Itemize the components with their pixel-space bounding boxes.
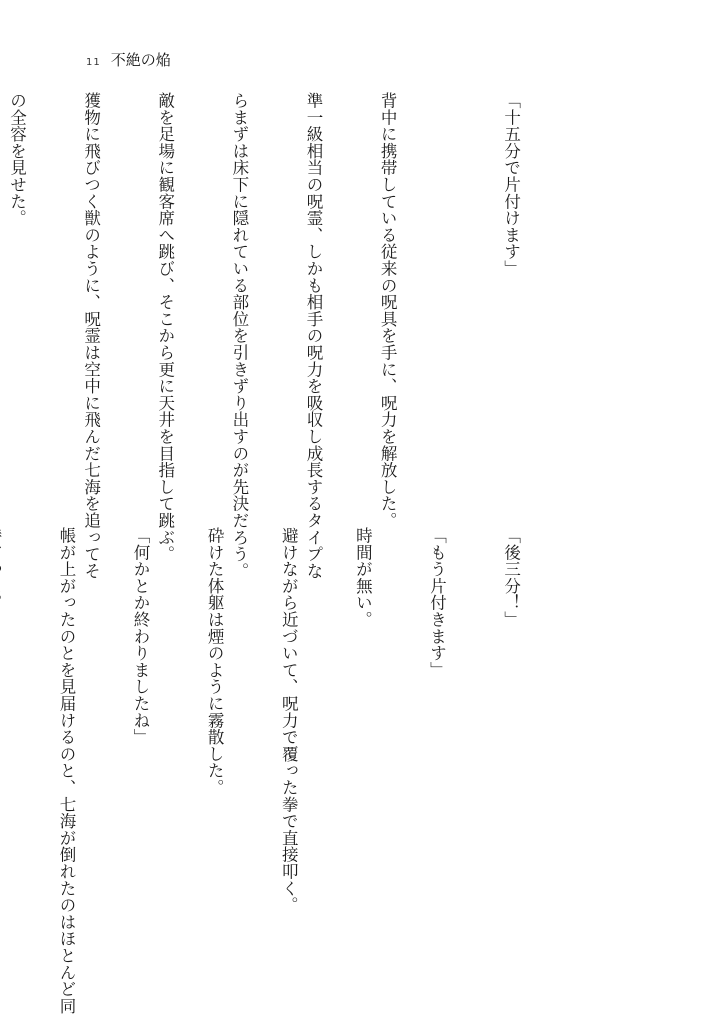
page-header [86, 49, 171, 70]
text-line: 時間が無い。 [353, 527, 373, 628]
text-line: 準一級相当の呪霊、しかも相手の呪力を吸収し成長するタイプな [303, 92, 323, 580]
text-line: 獲物に飛びつく獣のように、呪霊は空中に飛んだ七海を追ってそ [81, 92, 101, 580]
text-line: 「後三分！」 [501, 527, 521, 628]
page-number: 11 [86, 57, 101, 68]
text-line: 避けながら近づいて、呪力で覆った拳で直接叩く。 [279, 527, 299, 914]
text-line: 帳が上がったのとを見届けるのと、七海が倒れたのはほとんど同 [56, 527, 76, 1015]
text-line: 「十五分で片付けます」 [501, 92, 521, 277]
text-line: 背中に携帯している従来の呪具を手に、呪力を解放した。 [378, 92, 398, 529]
text-line: の全容を見せた。 [7, 92, 27, 227]
text-line: 敵を足場に観客席へ跳び、そこから更に天井を目指して跳ぶ。 [155, 92, 175, 563]
body-text-bottom [0, 527, 572, 1015]
text-line: 「もう片付きます」 [427, 527, 447, 679]
text-line: らまずは床下に隠れている部位を引きずり出すのが先決だろう。 [229, 92, 249, 580]
running-title: 不絶の焔 [110, 51, 171, 69]
text-line: 砕けた体躯は煙のように霧散した。 [205, 527, 225, 796]
text-line [0, 527, 4, 927]
text-line: 「何かとか終わりましたね」 [131, 527, 151, 746]
